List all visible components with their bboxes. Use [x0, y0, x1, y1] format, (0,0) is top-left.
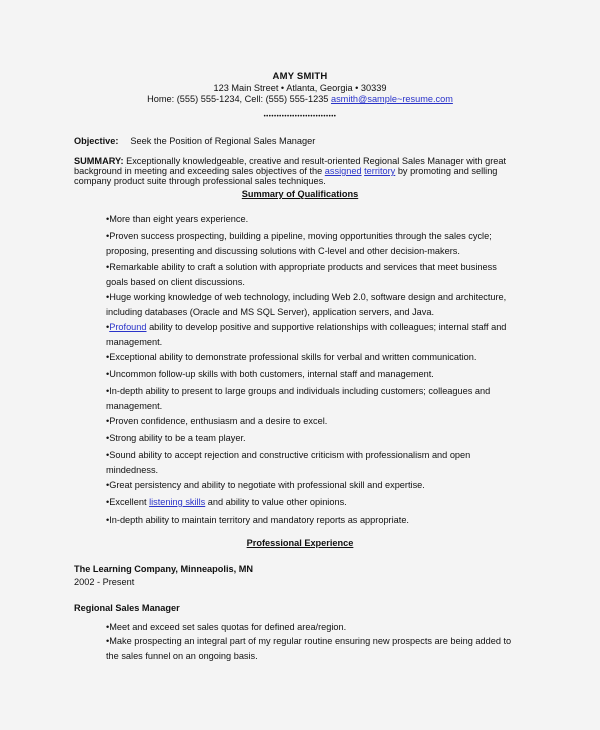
contact-line [0, 92, 600, 106]
list-item: •In-depth ability to maintain territory and mandatory reports as appropriate. [106, 515, 409, 525]
list-item: •Meet and exceed set sales quotas for defined area/region. [106, 622, 347, 632]
list-item: •Profound ability to develop positive and supportive relationships with colleagues; internal staff and management. [106, 322, 507, 347]
list-item: •Strong ability to be a team player. [106, 433, 246, 443]
assigned-link[interactable]: assigned [324, 166, 362, 176]
list-item: •Huge working knowledge of web technology, including Web 2.0, software design and architecture, including databases (Oracle and MS SQL Server), application servers, and Java. [106, 292, 507, 317]
phone-numbers: Home: (555) 555-1234, Cell: (555) 555-1235 [147, 94, 331, 104]
list-item: •Uncommon follow-up skills with both customers, internal staff and management. [106, 369, 434, 379]
list-item: •Great persistency and ability to negotiate with professional skill and expertise. [106, 480, 425, 490]
experience-heading: Professional Experience [246, 538, 354, 548]
summary-text-end: by promoting and selling company product suite through professional sales techniques. [74, 166, 498, 186]
list-item: •Remarkable ability to craft a solution with appropriate products and services that meet business goals based on client discussions. [106, 262, 497, 287]
listening-skills-link[interactable]: listening skills [149, 497, 206, 507]
objective-line [74, 134, 315, 148]
list-item: •Make prospecting an integral part of my regular routine ensuring new prospects are being added to the sales funnel on an ongoing basis. [106, 636, 512, 661]
list-item: •Proven success prospecting, building a pipeline, moving opportunities through the sales cycle; proposing, presenting and discussing solutions with C-level and other decision-makers. [106, 231, 492, 256]
list-item: •Excellent listening skills and ability to value other opinions. [106, 497, 347, 507]
list-item: •Sound ability to accept rejection and constructive criticism with professionalism and open mindedness. [106, 450, 471, 475]
candidate-name: AMY SMITH [272, 71, 328, 82]
objective-label: Objective: [74, 136, 119, 146]
job-title: Regional Sales Manager [74, 603, 180, 613]
list-item: •More than eight years experience. [106, 214, 249, 224]
territory-link[interactable]: territory [364, 166, 396, 176]
list-item: •Exceptional ability to demonstrate professional skills for verbal and written communication. [106, 352, 477, 362]
header-separator: •••••••••••••••••••••••••••• [263, 114, 337, 120]
summary-paragraph [74, 156, 524, 186]
qualifications-heading: Summary of Qualifications [241, 189, 359, 199]
address-line: 123 Main Street • Atlanta, Georgia • 30339 [213, 83, 387, 93]
employment-dates: 2002 - Present [74, 577, 135, 587]
summary-label: SUMMARY: [74, 156, 124, 166]
summary-text: Exceptionally knowledgeable, creative and result-oriented Regional Sales Manager with great background in meeting and exceeding sales objectives of the [74, 156, 507, 176]
company-name: The Learning Company, Minneapolis, MN [74, 564, 253, 574]
profound-link[interactable]: Profound [109, 322, 147, 332]
list-item: •Proven confidence, enthusiasm and a desire to excel. [106, 416, 328, 426]
email-link[interactable]: asmith@sample~resume.com [330, 94, 453, 104]
objective-text: Seek the Position of Regional Sales Manager [130, 136, 316, 146]
list-item: •In-depth ability to present to large groups and individuals including customers; colleagues and management. [106, 386, 491, 411]
